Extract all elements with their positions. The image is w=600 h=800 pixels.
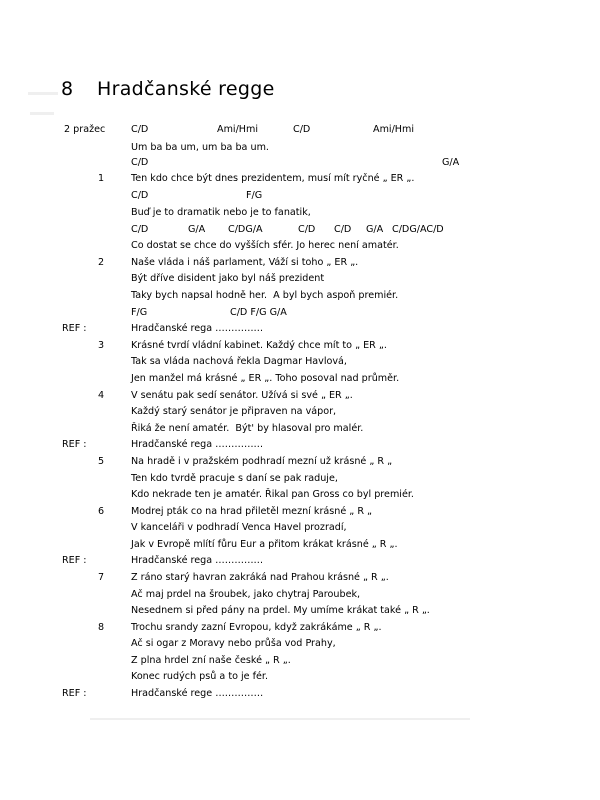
lyric-line: Taky bych napsal hodně her. A byl bych aspoň premiér. [131,290,399,301]
song-title: Hradčanské regge [97,78,275,100]
lyric-line: Ten kdo tvrdě pracuje s daní se pak raduje, [131,473,338,484]
refrain-line: Hradčanské rege …………… [131,688,264,699]
chord: C/D [334,224,352,235]
lyric-line: Ač maj prdel na šroubek, jako chytraj Paroubek, [131,589,361,600]
lyric-line: Z plna hrdel zní naše české „ R „. [131,655,291,666]
verse-number: 6 [98,506,105,517]
chord: C/DG/A [228,224,263,235]
chord: Ami/Hmi [373,124,415,135]
lyric-line: Buď je to dramatik nebo je to fanatik, [131,207,311,218]
refrain-label: REF : [62,688,87,699]
lyric-line: Trochu srandy zazní Evropou, když zakrákáme „ R „. [131,622,382,633]
lyric-line: Um ba ba um, um ba ba um. [131,142,269,153]
lyric-line: Nesednem si před pány na prdel. My umíme krákat také „ R „. [131,605,430,616]
refrain-line: Hradčanské rega …………… [131,439,264,450]
lyric-line: V senátu pak sedí senátor. Užívá si své „ ER „. [131,390,353,401]
lyric-line: Ač si ogar z Moravy nebo průša vod Prahy, [131,638,336,649]
verse-number: 8 [98,622,105,633]
chord: G/A [188,224,206,235]
refrain-label: REF : [62,439,87,450]
lyric-line: Jen manžel má krásné „ ER „. Toho posoval nad průměr. [131,373,400,384]
lyric-line: Tak sa vláda nachová řekla Dagmar Havlová, [131,356,347,367]
scan-ghost-mark [30,112,54,115]
refrain-line: Hradčanské rega …………… [131,323,264,334]
lyric-line: Modrej pták co na hrad přiletěl mezní krásné „ R „ [131,506,373,517]
chord: F/G [246,190,263,201]
lyric-line: V kanceláři v podhradí Venca Havel prozradí, [131,522,347,533]
verse-number: 1 [98,173,105,184]
scan-ghost-mark [28,92,58,95]
refrain-label: REF : [62,323,87,334]
lyric-line: Na hradě i v pražském podhradí mezní už krásné „ R „ [131,456,393,467]
chord: C/D [293,124,311,135]
lyric-line: Co dostat se chce do vyšších sfér. Jo herec není amatér. [131,240,399,251]
lyric-line: Krásné tvrdí vládní kabinet. Každý chce mít to „ ER „. [131,340,387,351]
lyric-line: Řiká že není amatér. Být' by hlasoval pro malér. [131,423,364,434]
lyric-line: Ten kdo chce být dnes prezidentem, musí mít ryčné „ ER „. [131,173,415,184]
verse-number: 7 [98,572,105,583]
chord: C/D [131,224,149,235]
chord: C/D [131,157,149,168]
chord: C/D [298,224,316,235]
lyric-line: Jak v Evropě mlítí fůru Eur a přitom krákat krásné „ R „. [131,539,398,550]
chord: C/DG/AC/D [392,224,444,235]
refrain-line: Hradčanské rega …………… [131,555,264,566]
lyric-line: Každý starý senátor je připraven na vápor, [131,406,337,417]
lyric-line: Z ráno starý havran zakráká nad Prahou krásné „ R „. [131,572,389,583]
chord: Ami/Hmi [217,124,259,135]
verse-number: 4 [98,390,105,401]
lyric-line: Kdo nekrade ten je amatér. Řikal pan Gross co byl premiér. [131,489,414,500]
scan-ghost-mark [90,718,470,720]
lyric-line: Naše vláda i náš parlament, Váží si toho „ ER „. [131,257,359,268]
chord: C/D [131,190,149,201]
chord: C/D F/G G/A [230,307,287,318]
chord: G/A [366,224,384,235]
chord: C/D [131,124,149,135]
lyric-line: Konec rudých psů a to je fér. [131,671,269,682]
verse-number: 3 [98,340,105,351]
capo-label: 2 pražec [64,124,106,135]
song-heading [61,78,275,100]
verse-number: 2 [98,257,105,268]
chord: F/G [131,307,148,318]
refrain-label: REF : [62,555,87,566]
lyric-line: Být dříve disident jako byl náš prezident [131,273,325,284]
song-number: 8 [61,78,74,100]
verse-number: 5 [98,456,105,467]
chord: G/A [442,157,460,168]
